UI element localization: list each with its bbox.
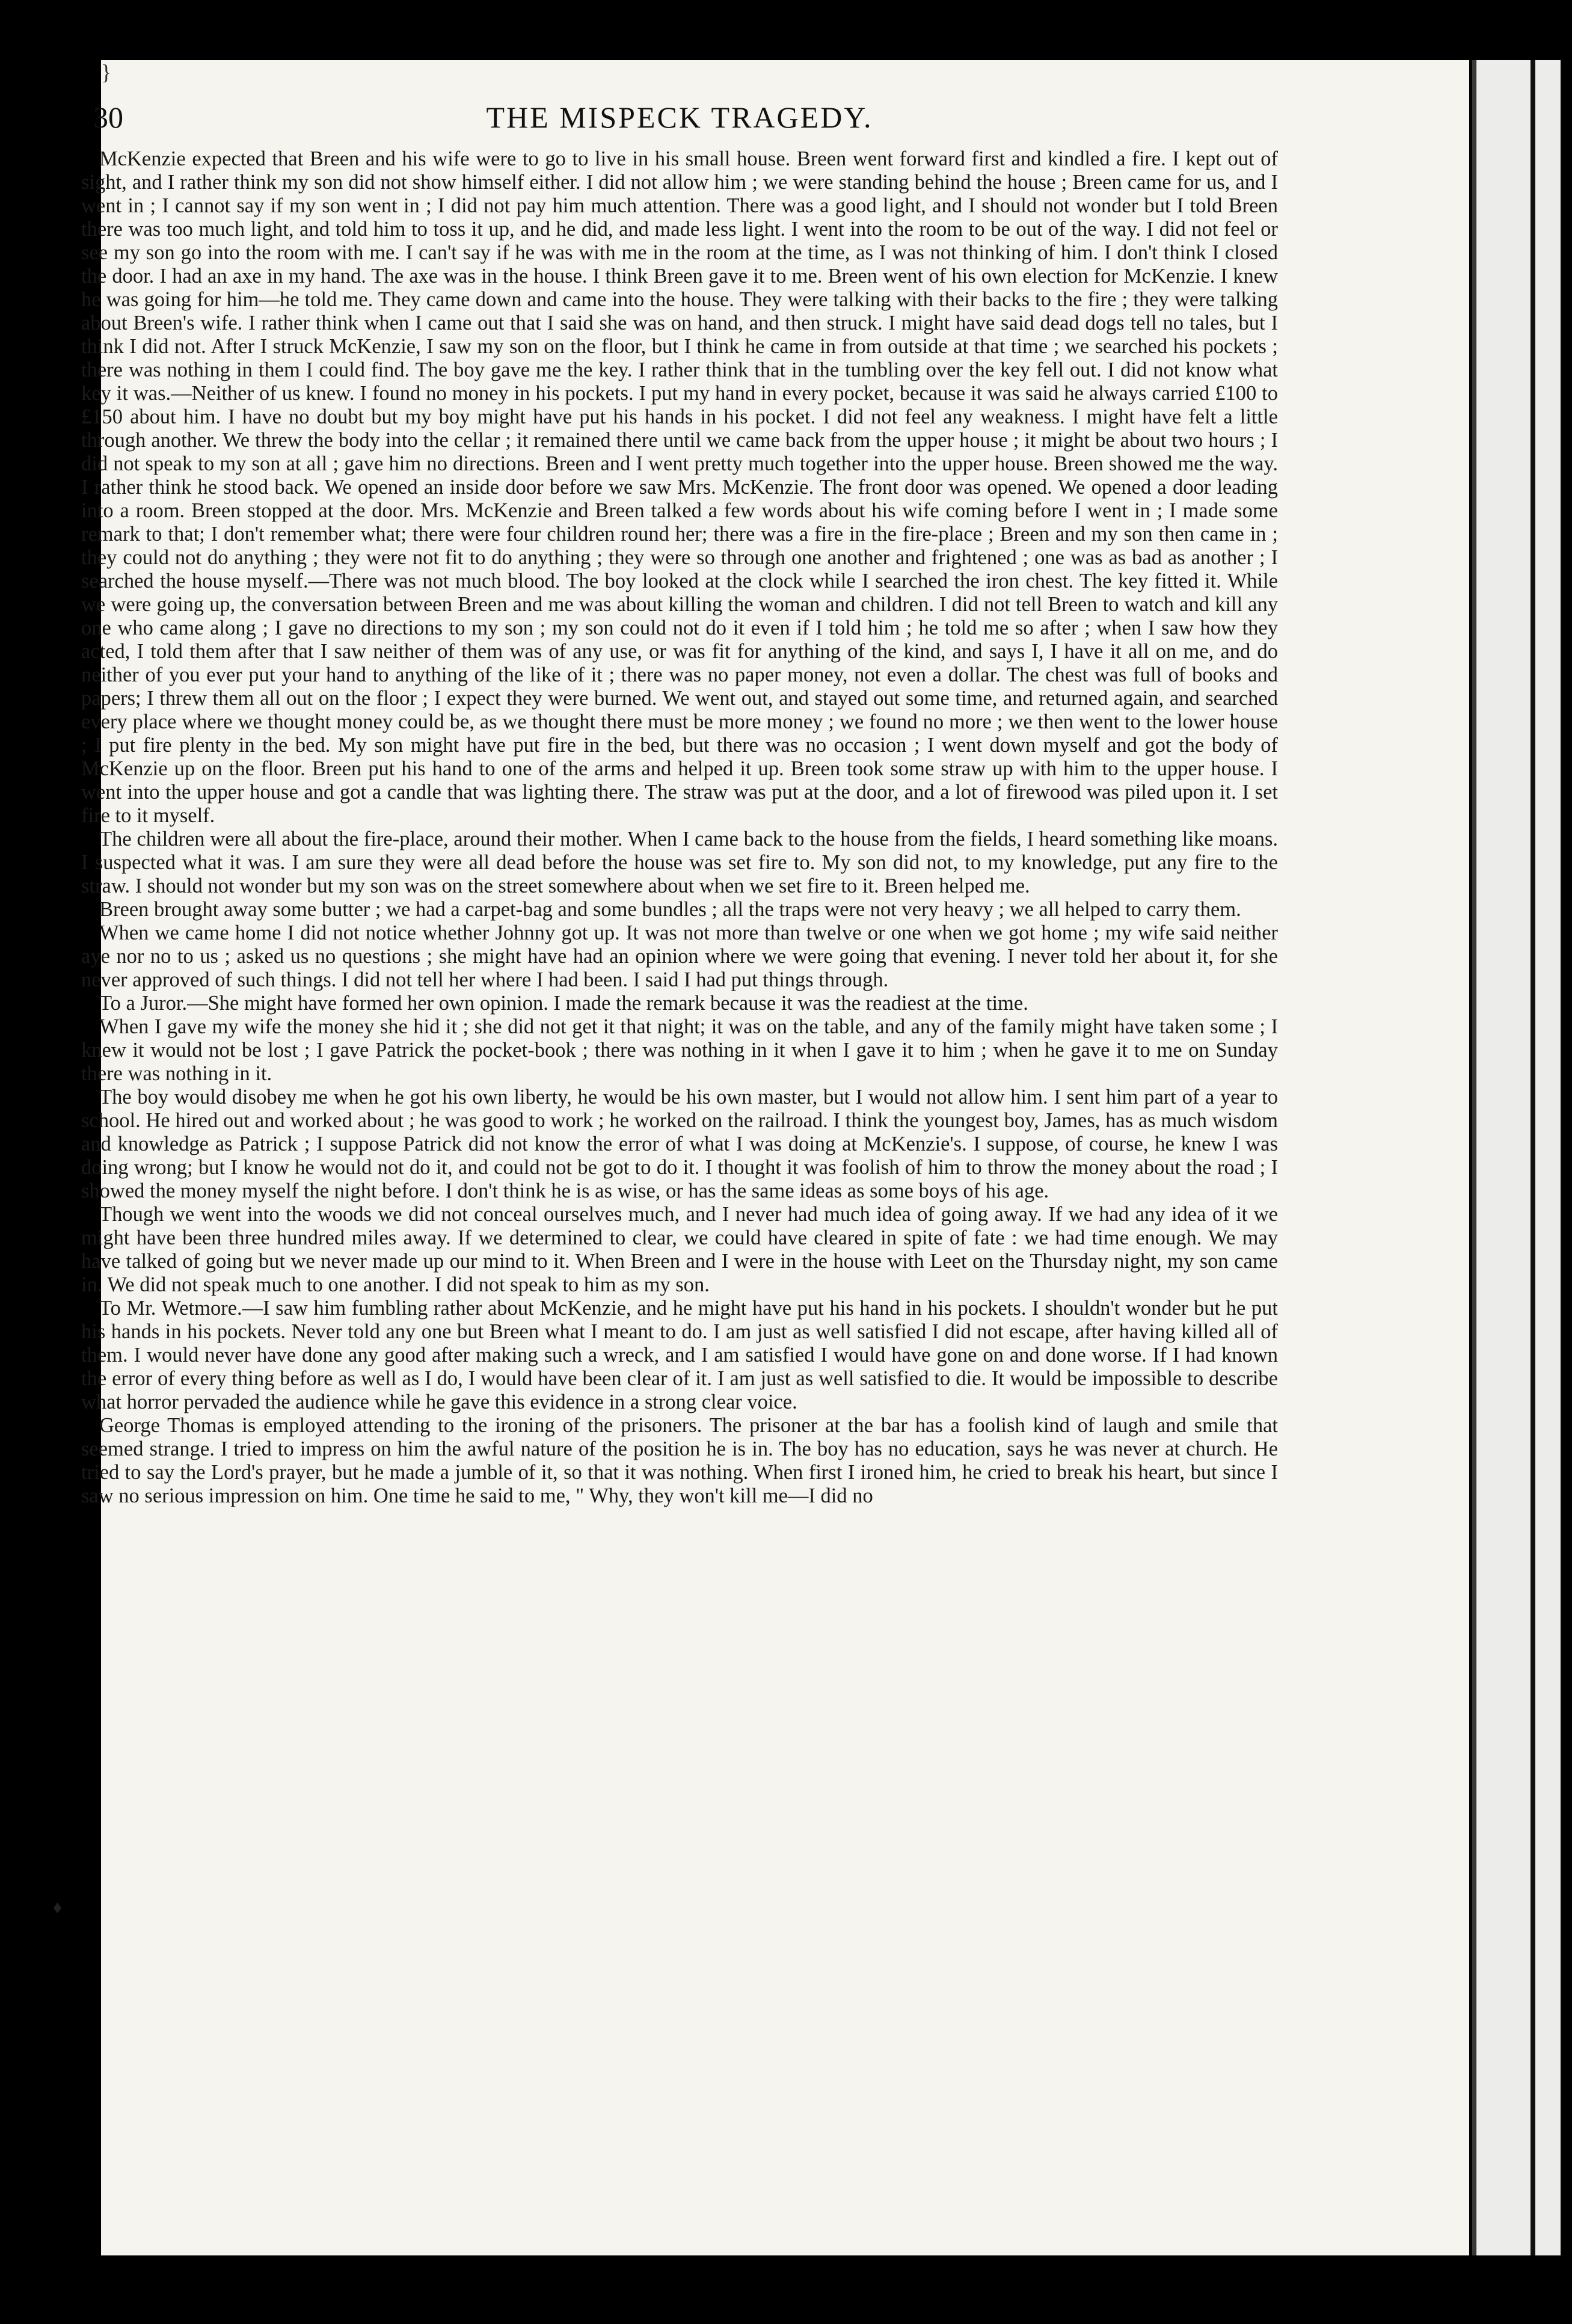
paragraph: The children were all about the fire-place, around their mother. When I came back to the house from the fields, I heard something like moans. I suspected what it was. I am sure they were all dead before the house was set fire to. My son did not, to my knowledge, put any fire to the straw. I should not wonder but my son was on the street somewhere about when we set fire to it. Breen helped me. <box>81 828 1278 897</box>
paragraph: George Thomas is employed attending to the ironing of the prisoners. The prisoner at the bar has a foolish kind of laugh and smile that seemed strange. I tried to impress on him the awful nature of the position he is in. The boy has no education, says he was never at church. He tried to say the Lord's prayer, but he made a jumble of it, so that it was nothing. When first I ironed him, he cried to break his heart, but since I saw no serious impression on him. One time he said to me, " Why, they won't kill me—I did no <box>81 1414 1278 1507</box>
paragraph: To Mr. Wetmore.—I saw him fumbling rather about McKenzie, and he might have put his hand in his pockets. I shouldn't wonder but he put his hands in his pockets. Never told any one but Breen what I meant to do. I am just as well satisfied I did not escape, after having killed all of them. I would never have done any good after making such a wreck, and I am satisfied I would have gone on and done worse. If I had known the error of every thing before as well as I do, I would have been clear of it. I am just as well satisfied to die. It would be impossible to describe what horror pervaded the audience while he gave this evidence in a strong clear voice. <box>81 1297 1278 1413</box>
paragraph: The boy would disobey me when he got his own liberty, he would be his own master, but I would not allow him. I sent him part of a year to school. He hired out and worked about ; he was good to work ; he worked on the railroad. I think the youngest boy, James, has as much wisdom and knowledge as Patrick ; I suppose Patrick did not know the error of what I was doing at McKenzie's. I suppose, of course, he knew I was doing wrong; but I know he would not do it, and could not be got to do it. I thought it was foolish of him to throw the money about the road ; I showed the money myself the night before. I don't think he is as wise, or has the same ideas as some boys of his age. <box>81 1086 1278 1202</box>
paragraph: When we came home I did not notice whether Johnny got up. It was not more than twelve or one when we got home ; my wife said neither aye nor no to us ; asked us no questions ; she might have had an opinion where we were going that evening. I never told her about it, for she never approved of such things. I did not tell her where I had been. I said I had put things through. <box>81 921 1278 991</box>
page-title: THE MISPECK TRAGEDY. <box>486 100 873 134</box>
page-number: 30 <box>93 100 123 134</box>
body-text <box>81 147 1278 1508</box>
binding-fold <box>1531 60 1535 2255</box>
facing-page-strip <box>1476 60 1561 2255</box>
paragraph: To a Juror.—She might have formed her own opinion. I made the remark because it was the readiest at the time. <box>99 992 1028 1015</box>
corner-mark: } <box>101 60 112 84</box>
running-header <box>93 99 1266 135</box>
page-edge-shadow <box>1472 60 1476 2255</box>
margin-mark: ♦ <box>53 1898 63 1917</box>
paragraph: McKenzie expected that Breen and his wife were to go to live in his small house. Breen went forward first and kindled a fire. I kept out of sight, and I rather think my son did not show himself either. I did not allow him ; we were standing behind the house ; Breen came for us, and I went in ; I cannot say if my son went in ; I did not pay him much attention. There was a good light, and I should not wonder but I told Breen there was too much light, and told him to toss it up, and he did, and made less light. I went into the room to be out of the way. I did not feel or see my son go into the room with me. I can't say if he was with me in the room at the time, as I was not thinking of him. I don't think I closed the door. I had an axe in my hand. The axe was in the house. I think Breen gave it to me. Breen went of his own election for McKenzie. I knew he was going for him—he told me. They came down and came into the house. They were talking with their backs to the fire ; they were talking about Breen's wife. I rather think when I came out that I said she was on hand, and then struck. I might have said dead dogs tell no tales, but I think I did not. After I struck McKenzie, I saw my son on the floor, but I think he came in from outside at that time ; we searched his pockets ; there was nothing in them I could find. The boy gave me the key. I rather think that in the tumbling over the key fell out. I did not know what key it was.—Neither of us knew. I found no money in his pockets. I put my hand in every pocket, because it was said he always carried £100 to £150 about him. I have no doubt but my boy might have put his hands in his pocket. I did not feel any weakness. I might have felt a little through another. We threw the body into the cellar ; it remained there until we came back from the upper house ; it might be about two hours ; I did not speak to my son at all ; gave him no directions. Breen and I went pretty much together into the upper house. Breen showed me the way. I rather think he stood back. We opened an inside door before we saw Mrs. McKenzie. The front door was opened. We opened a door leading into a room. Breen stopped at the door. Mrs. McKenzie and Breen talked a few words about his wife coming before I went in ; I made some remark to that; I don't remember what; there were four children round her; there was a fire in the fire-place ; Breen and my son then came in ; they could not do anything ; they were not fit to do anything ; they were so through one another and frightened ; one was as bad as another ; I searched the house myself.—There was not much blood. The boy looked at the clock while I searched the iron chest. The key fitted it. While we were going up, the conversation between Breen and me was about killing the woman and children. I did not tell Breen to watch and kill any one who came along ; I gave no directions to my son ; my son could not do it even if I told him ; he told me so after ; when I saw how they acted, I told them after that I saw neither of them was of any use, or was fit for anything of the kind, and says I, I have it all on me, and do neither of you ever put your hand to anything of the like of it ; there was no paper money, not even a dollar. The chest was full of books and papers; I threw them all out on the floor ; I expect they were burned. We went out, and stayed out some time, and returned again, and searched every place where we thought money could be, as we thought there must be more money ; we found no more ; we then went to the lower house ; I put fire plenty in the bed. My son might have put fire in the bed, but there was no occasion ; I went down myself and got the body of McKenzie up on the floor. Breen put his hand to one of the arms and helped it up. Breen took some straw up with him to the upper house. I went into the upper house and got a candle that was lighting there. The straw was put at the door, and a lot of firewood was piled upon it. I set fire to it myself. <box>81 147 1278 827</box>
paragraph: Though we went into the woods we did not conceal ourselves much, and I never had much idea of going away. If we had any idea of it we might have been three hundred miles away. If we determined to clear, we could have cleared in spite of fate : we had time enough. We may have talked of going but we never made up our mind to it. When Breen and I were in the house with Leet on the Thursday night, my son came in. We did not speak much to one another. I did not speak to him as my son. <box>81 1203 1278 1296</box>
paragraph: Breen brought away some butter ; we had a carpet-bag and some bundles ; all the traps were not very heavy ; we all helped to carry them. <box>99 898 1241 921</box>
paragraph: When I gave my wife the money she hid it ; she did not get it that night; it was on the table, and any of the family might have taken some ; I knew it would not be lost ; I gave Patrick the pocket-book ; there was nothing in it when I gave it to him ; when he gave it to me on Sunday there was nothing in it. <box>81 1015 1278 1085</box>
